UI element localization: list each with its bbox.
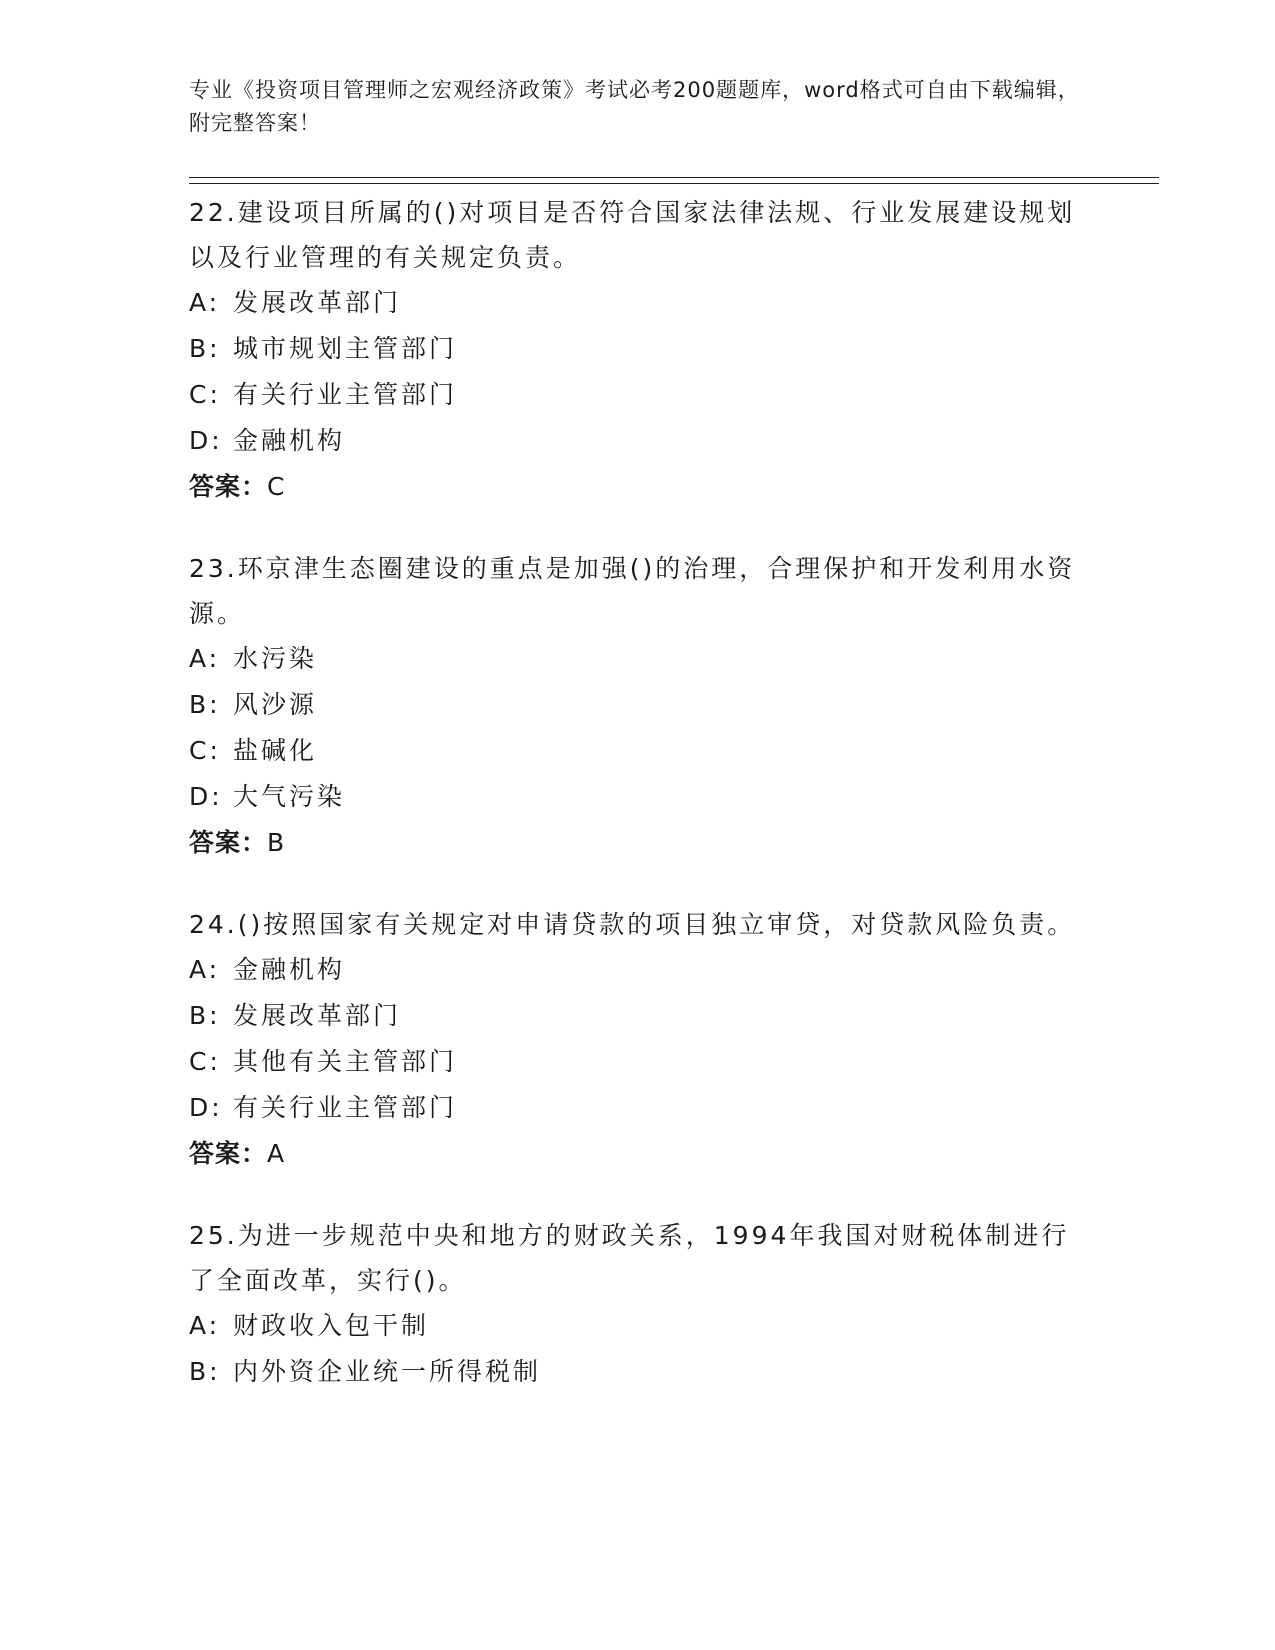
option-letter: B: <box>189 1001 221 1030</box>
option-c <box>189 372 1089 418</box>
question-stem: 22.建设项目所属的()对项目是否符合国家法律法规、行业发展建设规划以及行业管理的有关规定负责。 <box>189 198 1076 272</box>
header-divider-bottom <box>189 183 1159 184</box>
answer-label: 答案： <box>189 828 268 857</box>
option-b <box>189 1349 1089 1395</box>
option-letter: A: <box>189 955 221 984</box>
option-letter: C: <box>189 1047 221 1076</box>
option-text: 有关行业主管部门 <box>233 1093 458 1122</box>
option-letter: B: <box>189 690 221 719</box>
option-letter: A: <box>189 644 221 673</box>
option-a <box>189 280 1089 326</box>
header-divider-top <box>189 177 1159 178</box>
question-stem: 25.为进一步规范中央和地方的财政关系，1994年我国对财税体制进行了全面改革，实行()。 <box>189 1221 1070 1295</box>
question-stem: 24.()按照国家有关规定对申请贷款的项目独立审贷，对贷款风险负责。 <box>189 910 1076 939</box>
option-letter: B: <box>189 1357 221 1386</box>
answer-line <box>189 1131 1089 1177</box>
option-c <box>189 1039 1089 1085</box>
option-b <box>189 682 1089 728</box>
option-text: 内外资企业统一所得税制 <box>233 1357 542 1386</box>
option-a <box>189 947 1089 993</box>
option-letter: D: <box>189 1093 223 1122</box>
option-letter: B: <box>189 334 221 363</box>
option-a <box>189 1303 1089 1349</box>
option-b <box>189 326 1089 372</box>
option-text: 金融机构 <box>233 426 346 455</box>
option-text: 发展改革部门 <box>233 288 402 317</box>
option-letter: C: <box>189 380 221 409</box>
option-text: 金融机构 <box>233 955 346 984</box>
answer-label: 答案： <box>189 472 268 501</box>
question-25 <box>189 1213 1089 1395</box>
option-d <box>189 418 1089 464</box>
option-text: 财政收入包干制 <box>233 1311 430 1340</box>
option-text: 城市规划主管部门 <box>233 334 458 363</box>
option-letter: D: <box>189 782 223 811</box>
document-header <box>189 74 1089 140</box>
option-letter: A: <box>189 288 221 317</box>
header-intro-text: 专业《投资项目管理师之宏观经济政策》考试必考200题题库，word格式可自由下载编辑，附完整答案！ <box>189 78 1080 135</box>
question-list <box>189 190 1089 1431</box>
option-letter: C: <box>189 736 221 765</box>
option-b <box>189 993 1089 1039</box>
option-text: 盐碱化 <box>233 736 318 765</box>
answer-value: C <box>267 472 286 501</box>
option-letter: D: <box>189 426 223 455</box>
answer-line <box>189 464 1089 510</box>
option-text: 发展改革部门 <box>233 1001 402 1030</box>
option-text: 大气污染 <box>233 782 346 811</box>
answer-line <box>189 820 1089 866</box>
option-d <box>189 774 1089 820</box>
question-24 <box>189 902 1089 1177</box>
question-23 <box>189 546 1089 866</box>
question-stem: 23.环京津生态圈建设的重点是加强()的治理，合理保护和开发利用水资源。 <box>189 554 1076 628</box>
option-text: 风沙源 <box>233 690 318 719</box>
option-text: 水污染 <box>233 644 318 673</box>
answer-value: A <box>267 1139 286 1168</box>
option-text: 有关行业主管部门 <box>233 380 458 409</box>
option-c <box>189 728 1089 774</box>
option-letter: A: <box>189 1311 221 1340</box>
answer-value: B <box>267 828 286 857</box>
option-a <box>189 636 1089 682</box>
answer-label: 答案： <box>189 1139 268 1168</box>
question-22 <box>189 190 1089 510</box>
option-d <box>189 1085 1089 1131</box>
option-text: 其他有关主管部门 <box>233 1047 458 1076</box>
